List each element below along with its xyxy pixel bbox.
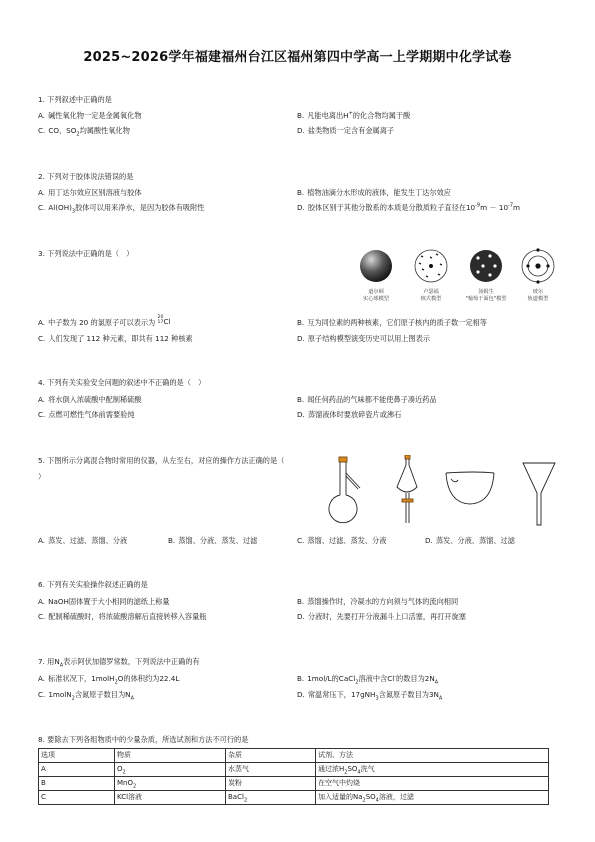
question-stem-line1: 5. 下图所示分离混合物时常用的仪器，从左至右，对应的操作方法正确的是（ [38, 456, 285, 465]
exam-title: 2025~2026学年福建福州台江区福州第四中学高一上学期期中化学试卷 [83, 50, 512, 65]
option-d[interactable]: D. 蒸发、分液、蒸馏、过滤 [425, 536, 515, 545]
table-row: B MnO$_2$ 炭粉 在空气中灼烧 [39, 777, 549, 791]
question-stem: 8. 要除去下列各组物质中的少量杂质，所选试剂和方法不可行的是 [38, 735, 249, 744]
option-a[interactable]: A. NaOH固体置于大小相同的滤纸上称量 [38, 597, 170, 606]
option-b[interactable]: B. 1mol/L的CaCl$_2$溶液中含Cl-的数目为$2N_A$ [297, 673, 439, 686]
option-c[interactable]: C. 点燃可燃性气体前需要验纯 [38, 410, 135, 419]
question-6 [38, 580, 558, 621]
table-header: 物质 [115, 749, 226, 763]
option-b[interactable]: B. 蒸馏操作时，冷凝水的方向须与气体的流向相同 [297, 597, 459, 606]
impurity-table [38, 748, 549, 805]
option-a[interactable]: A. 中子数为 20 的氯原子可以表示为 20 17 Cl [38, 315, 171, 327]
option-a[interactable]: A. 蒸发、过滤、蒸馏、分液 [38, 536, 128, 545]
option-a[interactable]: A. 将水倒入浓硫酸中配制稀硫酸 [38, 395, 142, 404]
model-label-4b: 轨道模型 [527, 296, 549, 302]
question-stem: 2. 下列对于胶体说法错误的是 [38, 172, 134, 181]
question-1 [38, 95, 558, 138]
thomson-model-icon [470, 250, 502, 282]
question-stem: 4. 下列有关实验安全问题的叙述中不正确的是（ ） [38, 378, 206, 387]
model-label-1b: 实心球模型 [363, 296, 389, 302]
table-row: C KCl溶液 BaCl$_2$ 加入适量的$Na_2SO_4$溶液，过滤 [39, 791, 549, 805]
dalton-model-icon [360, 250, 392, 282]
separatory-funnel-icon [397, 455, 417, 523]
question-stem: 1. 下列叙述中正确的是 [38, 95, 112, 104]
option-d[interactable]: D. 盐类物质一定含有金属离子 [297, 126, 395, 135]
option-c[interactable]: C. 1molN$_2$含氮原子数目为$N_A$ [38, 690, 134, 702]
option-a[interactable]: A. 碱性氧化物一定是金属氧化物 [38, 111, 142, 120]
question-stem-line2: ） [38, 472, 46, 481]
question-7 [38, 657, 558, 702]
atomic-models-figure [352, 246, 558, 306]
table-header: 试剂、方法 [316, 749, 549, 763]
option-c[interactable]: C. 配制稀硫酸时，将浓硫酸溶解后直接转移入容量瓶 [38, 612, 207, 621]
option-c[interactable]: C. 人们发现了 112 种元素，即共有 112 种核素 [38, 334, 193, 343]
question-stem: 7. 用$N_A$表示阿伏加德罗常数，下列说法中正确的有 [38, 657, 200, 669]
option-a[interactable]: A. 用丁达尔效应区别溶液与胶体 [38, 188, 142, 197]
option-c[interactable]: C. CO、$SO_2$均属酸性氧化物 [38, 126, 130, 138]
question-stem: 6. 下列有关实验操作叙述正确的是 [38, 580, 148, 589]
option-b[interactable]: B. 闻任何药品的气味都不能使鼻子凑近药品 [297, 395, 437, 404]
filter-funnel-icon [523, 463, 555, 525]
option-d[interactable]: D. 常温常压下，17gNH$_3$含氮原子数目为$3N_A$ [297, 690, 443, 702]
table-header-row [39, 749, 549, 763]
table-row: A $O_2$ 水蒸气 通过浓$H_2SO_4$洗气 [39, 763, 549, 777]
model-label-1: 道尔顿 [368, 289, 384, 295]
option-d[interactable]: D. 胶体区别于其他分散系的本质是分散质粒子直径在$10^{-9}m - 10^{-7}m$ [297, 202, 521, 212]
model-label-4: 玻尔 [532, 289, 544, 295]
option-d[interactable]: D. 原子结构模型演变历史可以用上图表示 [297, 334, 431, 343]
question-2 [38, 172, 558, 215]
distillation-flask-icon [329, 457, 360, 523]
model-label-3b: "葡萄干面包"模型 [465, 296, 507, 302]
question-8 [38, 735, 558, 744]
option-a[interactable]: A. 标准状况下，1molH$_2$O的体积约为22.4L [38, 674, 180, 686]
evaporating-dish-icon [446, 472, 494, 504]
table-header: 选项 [39, 749, 115, 763]
question-4 [38, 378, 558, 419]
option-b[interactable]: B. 植物油滴分水形成的液体，能发生丁达尔效应 [297, 188, 451, 197]
option-c[interactable]: C. $Al(OH)_3$胶体可以用来净水，是因为胶体有吸附性 [38, 203, 205, 215]
option-b[interactable]: B. 蒸馏、分液、蒸发、过滤 [168, 536, 258, 545]
separation-apparatus-figure [318, 455, 558, 530]
model-label-3: 汤姆生 [478, 289, 494, 295]
model-label-2b: 核式模型 [420, 296, 442, 302]
option-d[interactable]: D. 蒸馏液体时要放碎瓷片或沸石 [297, 410, 402, 419]
rutherford-model-icon [415, 250, 447, 282]
table-header: 杂质 [226, 749, 316, 763]
option-b[interactable]: B. 凡能电离出H+的化合物均属于酸 [297, 110, 411, 120]
option-d[interactable]: D. 分液时，先要打开分液漏斗上口活塞，再打开旋塞 [297, 612, 466, 621]
chlorine-isotope-symbol: 20 17 Cl [157, 315, 171, 326]
option-b[interactable]: B. 互为同位素的两种核素，它们原子核内的质子数一定相等 [297, 318, 487, 327]
model-label-2: 卢瑟福 [423, 289, 439, 295]
question-stem: 3. 下列说法中正确的是（ ） [38, 249, 134, 258]
bohr-model-icon [522, 248, 554, 283]
option-c[interactable]: C. 蒸馏、过滤、蒸发、分液 [297, 536, 387, 545]
